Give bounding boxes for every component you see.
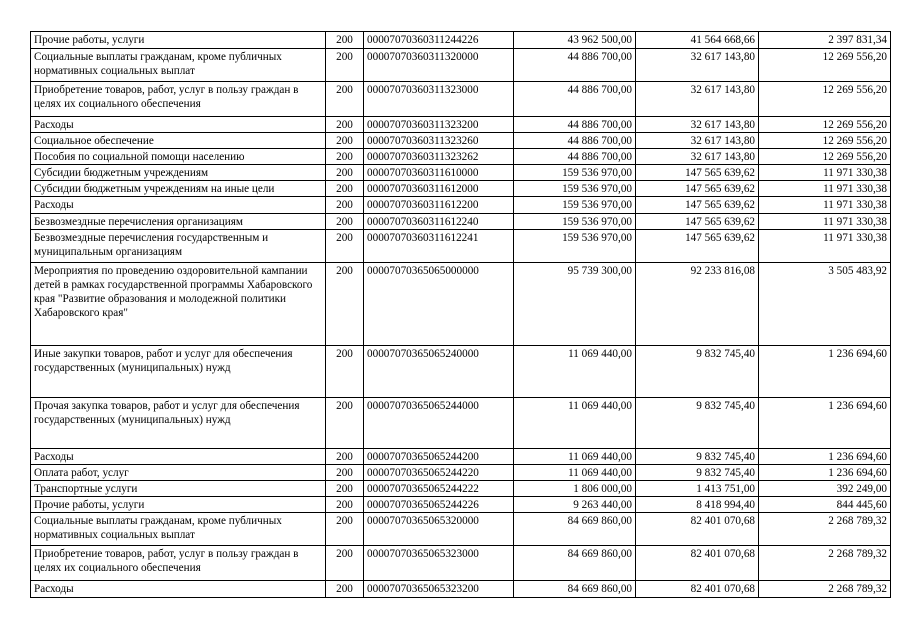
row-plan: 44 886 700,00 [514, 117, 636, 133]
row-code: 200 [326, 581, 364, 598]
row-code: 200 [326, 481, 364, 497]
row-plan: 44 886 700,00 [514, 82, 636, 117]
row-name: Социальное обеспечение [31, 133, 326, 149]
row-code: 200 [326, 197, 364, 214]
table-row [31, 465, 891, 481]
row-code: 200 [326, 513, 364, 546]
row-plan: 159 536 970,00 [514, 165, 636, 181]
row-exec: 82 401 070,68 [636, 546, 759, 581]
row-name: Приобретение товаров, работ, услуг в пользу граждан в целях их социального обеспечения [31, 82, 326, 117]
table-row [31, 82, 891, 117]
row-rest: 11 971 330,38 [759, 214, 891, 230]
row-exec: 32 617 143,80 [636, 49, 759, 82]
row-code: 200 [326, 230, 364, 263]
row-rest: 12 269 556,20 [759, 133, 891, 149]
row-exec: 1 413 751,00 [636, 481, 759, 497]
row-exec: 9 832 745,40 [636, 465, 759, 481]
table-row [31, 165, 891, 181]
row-name: Расходы [31, 197, 326, 214]
row-rest: 2 268 789,32 [759, 546, 891, 581]
row-rest: 12 269 556,20 [759, 117, 891, 133]
row-rest: 1 236 694,60 [759, 398, 891, 449]
row-plan: 1 806 000,00 [514, 481, 636, 497]
row-name: Расходы [31, 117, 326, 133]
row-kbk: 00007070365065323000 [364, 546, 514, 581]
row-plan: 159 536 970,00 [514, 214, 636, 230]
row-exec: 82 401 070,68 [636, 513, 759, 546]
row-kbk: 00007070360311323000 [364, 82, 514, 117]
row-name: Безвозмездные перечисления государственным и муниципальным организациям [31, 230, 326, 263]
table-row [31, 117, 891, 133]
row-code: 200 [326, 546, 364, 581]
row-name: Мероприятия по проведению оздоровительной кампании детей в рамках государственной программы Хабаровского края "Развитие образования и молодежной политики Хабаровского края" [31, 263, 326, 346]
row-rest: 844 445,60 [759, 497, 891, 513]
row-rest: 11 971 330,38 [759, 197, 891, 214]
row-code: 200 [326, 165, 364, 181]
row-exec: 41 564 668,66 [636, 32, 759, 49]
row-plan: 11 069 440,00 [514, 465, 636, 481]
table-row [31, 581, 891, 598]
row-kbk: 00007070360311612240 [364, 214, 514, 230]
table-row [31, 32, 891, 49]
row-code: 200 [326, 449, 364, 465]
row-kbk: 00007070360311610000 [364, 165, 514, 181]
row-name: Пособия по социальной помощи населению [31, 149, 326, 165]
row-kbk: 00007070360311320000 [364, 49, 514, 82]
row-name: Безвозмездные перечисления организациям [31, 214, 326, 230]
row-name: Оплата работ, услуг [31, 465, 326, 481]
row-exec: 9 832 745,40 [636, 346, 759, 398]
row-exec: 147 565 639,62 [636, 197, 759, 214]
row-name: Субсидии бюджетным учреждениям на иные цели [31, 181, 326, 197]
row-kbk: 00007070365065000000 [364, 263, 514, 346]
row-code: 200 [326, 346, 364, 398]
row-rest: 392 249,00 [759, 481, 891, 497]
row-plan: 159 536 970,00 [514, 230, 636, 263]
row-kbk: 00007070365065244226 [364, 497, 514, 513]
row-plan: 159 536 970,00 [514, 197, 636, 214]
row-plan: 11 069 440,00 [514, 346, 636, 398]
row-rest: 2 397 831,34 [759, 32, 891, 49]
row-rest: 2 268 789,32 [759, 581, 891, 598]
row-kbk: 00007070360311323260 [364, 133, 514, 149]
table-row [31, 49, 891, 82]
budget-execution-table [30, 31, 891, 598]
row-plan: 11 069 440,00 [514, 449, 636, 465]
row-plan: 159 536 970,00 [514, 181, 636, 197]
row-exec: 147 565 639,62 [636, 214, 759, 230]
table-row [31, 133, 891, 149]
table-row [31, 197, 891, 214]
row-plan: 11 069 440,00 [514, 398, 636, 449]
table-row [31, 398, 891, 449]
row-plan: 9 263 440,00 [514, 497, 636, 513]
row-name: Приобретение товаров, работ, услуг в пользу граждан в целях их социального обеспечения [31, 546, 326, 581]
row-kbk: 00007070365065244000 [364, 398, 514, 449]
row-kbk: 00007070365065244222 [364, 481, 514, 497]
row-kbk: 00007070360311612200 [364, 197, 514, 214]
row-rest: 12 269 556,20 [759, 49, 891, 82]
row-kbk: 00007070360311612000 [364, 181, 514, 197]
row-kbk: 00007070360311323200 [364, 117, 514, 133]
row-name: Прочая закупка товаров, работ и услуг для обеспечения государственных (муниципальных) нужд [31, 398, 326, 449]
table-row [31, 263, 891, 346]
row-name: Транспортные услуги [31, 481, 326, 497]
table-row [31, 346, 891, 398]
row-name: Расходы [31, 449, 326, 465]
row-plan: 44 886 700,00 [514, 149, 636, 165]
table-row [31, 230, 891, 263]
row-code: 200 [326, 82, 364, 117]
table-row [31, 497, 891, 513]
row-exec: 32 617 143,80 [636, 133, 759, 149]
row-code: 200 [326, 49, 364, 82]
table-row [31, 481, 891, 497]
row-exec: 32 617 143,80 [636, 117, 759, 133]
table-body [31, 32, 891, 598]
row-kbk: 00007070360311323262 [364, 149, 514, 165]
row-kbk: 00007070360311612241 [364, 230, 514, 263]
row-name: Иные закупки товаров, работ и услуг для обеспечения государственных (муниципальных) нужд [31, 346, 326, 398]
row-rest: 11 971 330,38 [759, 230, 891, 263]
row-rest: 1 236 694,60 [759, 346, 891, 398]
row-rest: 3 505 483,92 [759, 263, 891, 346]
row-rest: 2 268 789,32 [759, 513, 891, 546]
row-name: Прочие работы, услуги [31, 497, 326, 513]
row-code: 200 [326, 263, 364, 346]
row-plan: 44 886 700,00 [514, 133, 636, 149]
row-exec: 8 418 994,40 [636, 497, 759, 513]
row-kbk: 00007070365065244200 [364, 449, 514, 465]
row-plan: 84 669 860,00 [514, 513, 636, 546]
row-exec: 147 565 639,62 [636, 181, 759, 197]
row-kbk: 00007070365065244220 [364, 465, 514, 481]
row-exec: 82 401 070,68 [636, 581, 759, 598]
row-code: 200 [326, 32, 364, 49]
table-row [31, 181, 891, 197]
row-code: 200 [326, 465, 364, 481]
row-name: Социальные выплаты гражданам, кроме публичных нормативных социальных выплат [31, 49, 326, 82]
row-rest: 1 236 694,60 [759, 449, 891, 465]
row-rest: 1 236 694,60 [759, 465, 891, 481]
row-exec: 147 565 639,62 [636, 165, 759, 181]
row-exec: 92 233 816,08 [636, 263, 759, 346]
row-exec: 32 617 143,80 [636, 82, 759, 117]
row-rest: 12 269 556,20 [759, 82, 891, 117]
row-name: Социальные выплаты гражданам, кроме публичных нормативных социальных выплат [31, 513, 326, 546]
table-row [31, 513, 891, 546]
table-row [31, 546, 891, 581]
row-plan: 95 739 300,00 [514, 263, 636, 346]
row-code: 200 [326, 181, 364, 197]
table-row [31, 214, 891, 230]
row-code: 200 [326, 117, 364, 133]
row-plan: 84 669 860,00 [514, 581, 636, 598]
table-row [31, 149, 891, 165]
row-name: Расходы [31, 581, 326, 598]
row-plan: 43 962 500,00 [514, 32, 636, 49]
row-exec: 147 565 639,62 [636, 230, 759, 263]
row-rest: 11 971 330,38 [759, 181, 891, 197]
row-name: Субсидии бюджетным учреждениям [31, 165, 326, 181]
row-code: 200 [326, 133, 364, 149]
row-name: Прочие работы, услуги [31, 32, 326, 49]
row-code: 200 [326, 149, 364, 165]
table-row [31, 449, 891, 465]
row-plan: 84 669 860,00 [514, 546, 636, 581]
row-rest: 12 269 556,20 [759, 149, 891, 165]
row-kbk: 00007070365065240000 [364, 346, 514, 398]
row-code: 200 [326, 497, 364, 513]
row-code: 200 [326, 214, 364, 230]
row-exec: 9 832 745,40 [636, 398, 759, 449]
row-rest: 11 971 330,38 [759, 165, 891, 181]
row-kbk: 00007070365065320000 [364, 513, 514, 546]
row-exec: 9 832 745,40 [636, 449, 759, 465]
row-code: 200 [326, 398, 364, 449]
row-kbk: 00007070360311244226 [364, 32, 514, 49]
row-plan: 44 886 700,00 [514, 49, 636, 82]
row-kbk: 00007070365065323200 [364, 581, 514, 598]
row-exec: 32 617 143,80 [636, 149, 759, 165]
